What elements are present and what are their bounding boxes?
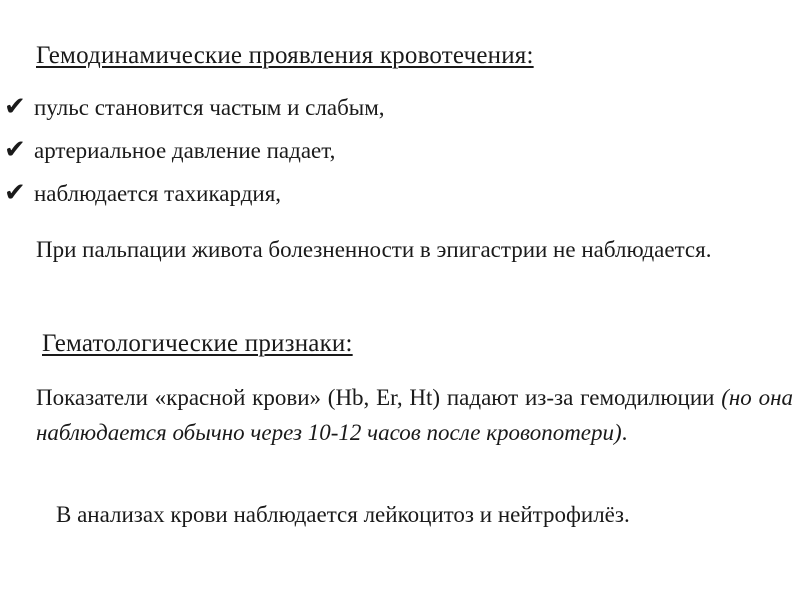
list-item xyxy=(4,92,385,135)
red-blood-note: (но она наблюдается обычно через 10-12 часов после кровопотери) xyxy=(36,385,793,445)
bullet-text: наблюдается тахикардия, xyxy=(34,181,282,206)
heading-hematologic: Гематологические признаки: xyxy=(42,330,353,357)
list-item xyxy=(4,178,385,221)
check-icon: ✔ xyxy=(4,178,26,208)
list-item xyxy=(4,135,385,178)
bullet-text: артериальное давление падает, xyxy=(34,138,336,163)
bullet-list xyxy=(4,92,385,221)
check-icon: ✔ xyxy=(4,135,26,165)
check-icon: ✔ xyxy=(4,92,26,122)
paragraph-palpation: При пальпации живота болезненности в эпигастрии не наблюдается. xyxy=(36,237,712,262)
paragraph-leukocytes: В анализах крови наблюдается лейкоцитоз и нейтрофилёз. xyxy=(56,502,630,527)
red-blood-text: Показатели «красной крови» (Hb, Er, Ht) падают из-за гемодилюции xyxy=(36,385,722,410)
bullet-text: пульс становится частым и слабым, xyxy=(34,95,385,120)
paragraph-red-blood xyxy=(36,380,793,450)
red-blood-tail: . xyxy=(621,420,628,445)
heading-hemodynamic: Гемодинамические проявления кровотечения: xyxy=(36,42,534,69)
